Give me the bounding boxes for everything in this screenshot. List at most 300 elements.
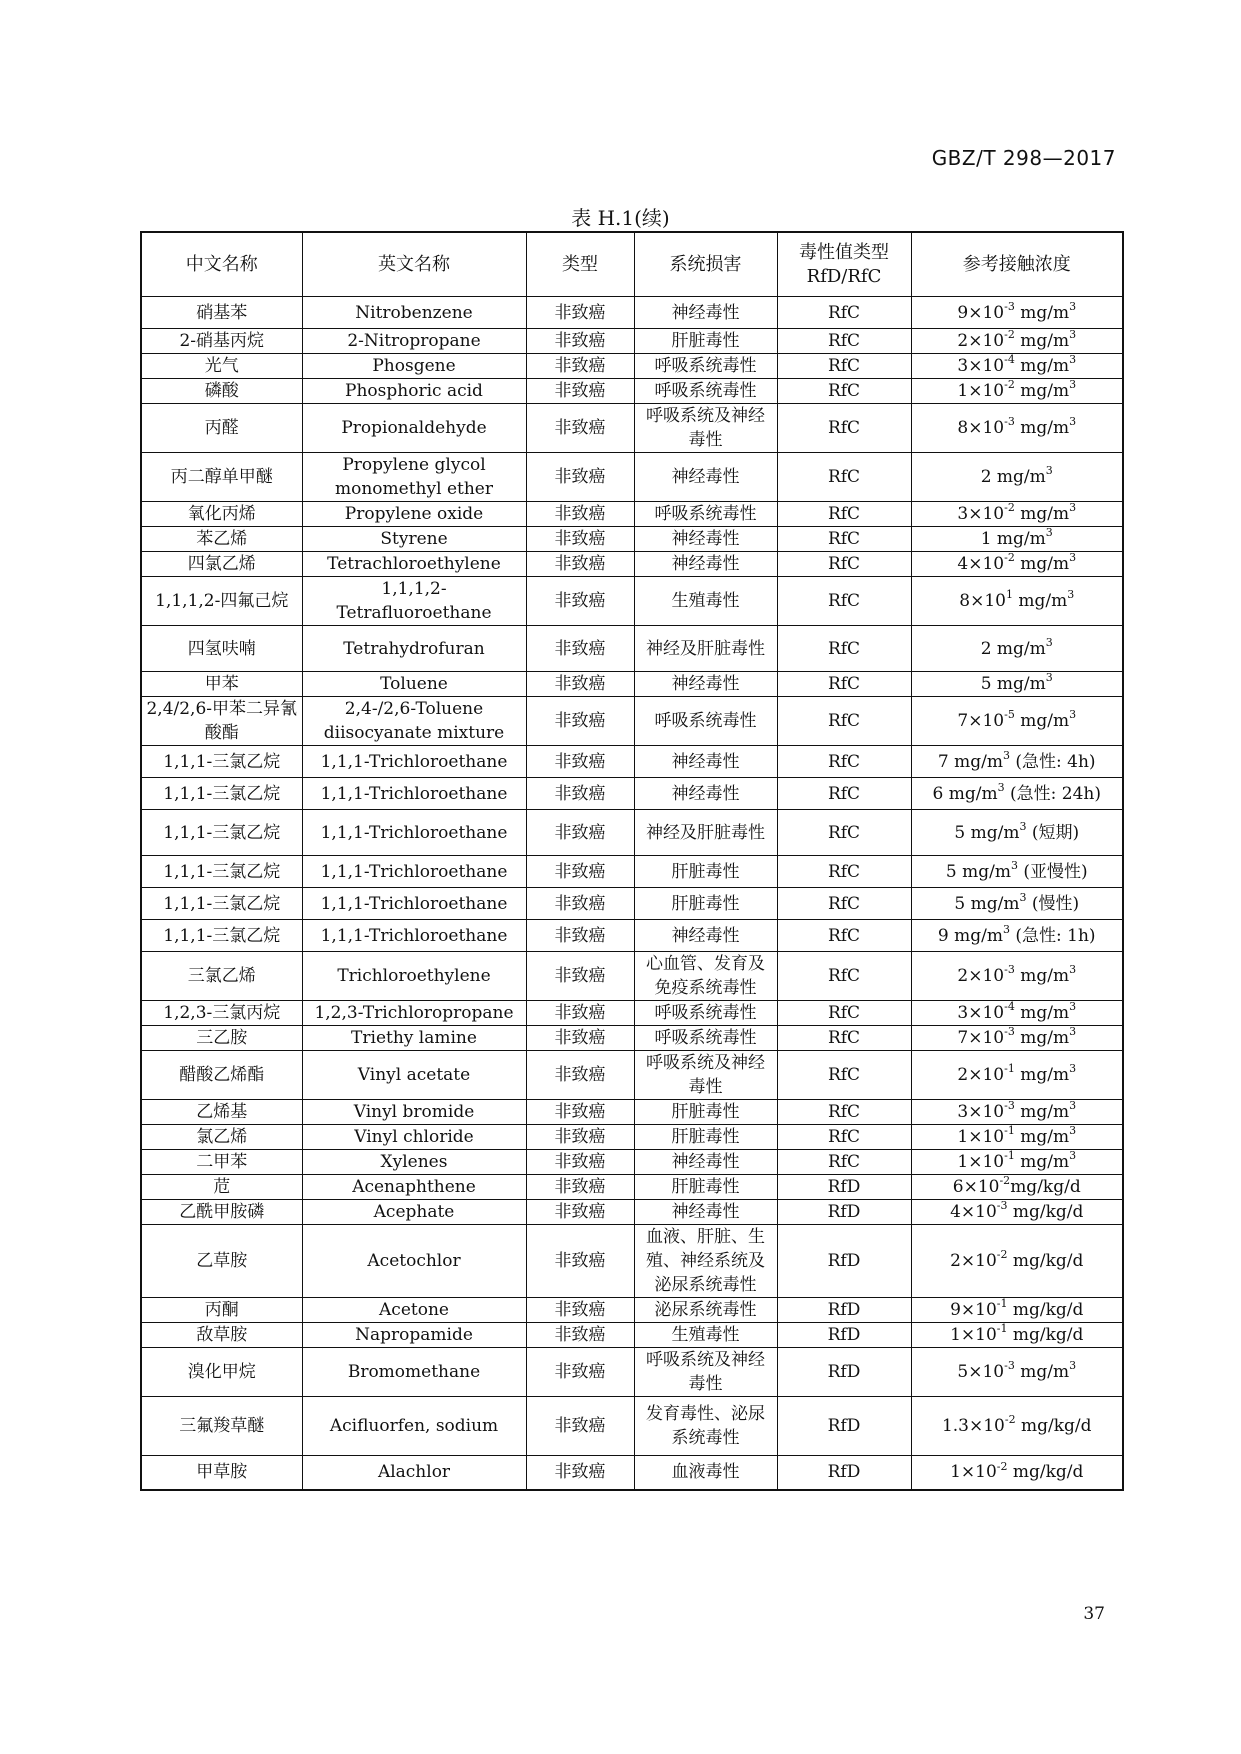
cell-cn-name: 乙烯基 xyxy=(141,1100,302,1125)
cell-en-name: Propylene oxide xyxy=(302,502,526,527)
cell-en-name: 1,2,3-Trichloropropane xyxy=(302,1001,526,1026)
table-row xyxy=(141,404,1123,453)
concentration-conc-pre: 2×10 xyxy=(957,966,1005,986)
table-row xyxy=(141,453,1123,502)
concentration-conc-tail: (急性: 4h) xyxy=(1010,751,1096,772)
cell-cn-name: 溴化甲烷 xyxy=(141,1348,302,1397)
table-row xyxy=(141,577,1123,626)
concentration-conc-post: mg/m xyxy=(1014,1028,1070,1048)
cell-type: 非致癌 xyxy=(526,810,634,856)
cell-toxicity-type: RfC xyxy=(777,888,911,920)
concentration-conc-pre: 5 mg/m xyxy=(954,893,1020,914)
col-header-toxicity-type-line1: 毒性值类型 xyxy=(799,241,889,263)
cell-system-damage: 神经毒性 xyxy=(634,527,777,552)
cell-system-damage: 生殖毒性 xyxy=(634,577,777,626)
cell-system-damage: 泌尿系统毒性 xyxy=(634,1298,777,1323)
concentration-conc-exp2: 3 xyxy=(1069,353,1077,367)
cell-type: 非致癌 xyxy=(526,1348,634,1397)
cell-type: 非致癌 xyxy=(526,1298,634,1323)
concentration-conc-pre: 9×10 xyxy=(950,1300,997,1320)
concentration-conc-exp2: 3 xyxy=(1069,501,1077,515)
concentration-conc-exp: -3 xyxy=(1004,415,1015,429)
cell-system-damage: 神经及肝脏毒性 xyxy=(634,626,777,672)
concentration-conc-tail: (亚慢性) xyxy=(1017,861,1088,882)
cell-system-damage: 血液、肝脏、生殖、神经系统及泌尿系统毒性 xyxy=(634,1225,777,1298)
concentration-conc-exp2: 3 xyxy=(1069,1062,1077,1076)
cell-system-damage: 肝脏毒性 xyxy=(634,1125,777,1150)
col-header-type: 类型 xyxy=(526,232,634,297)
concentration-conc-post: mg/m xyxy=(1014,504,1070,524)
cell-cn-name: 乙酰甲胺磷 xyxy=(141,1200,302,1225)
cell-system-damage: 神经毒性 xyxy=(634,746,777,778)
cell-toxicity-type: RfC xyxy=(777,1125,911,1150)
cell-system-damage: 肝脏毒性 xyxy=(634,888,777,920)
concentration-conc-exp: -1 xyxy=(996,1297,1008,1311)
concentration-conc-exp: 3 xyxy=(1019,890,1027,904)
table-row xyxy=(141,1175,1123,1200)
concentration-conc-pre: 6 mg/m xyxy=(932,783,998,804)
concentration-conc-post: mg/kg/d xyxy=(1007,1300,1084,1320)
cell-system-damage: 呼吸系统毒性 xyxy=(634,1026,777,1051)
cell-cn-name: 1,2,3-三氯丙烷 xyxy=(141,1001,302,1026)
cell-reference-concentration xyxy=(911,1225,1123,1298)
cell-type: 非致癌 xyxy=(526,404,634,453)
concentration-conc-exp2: 3 xyxy=(1069,708,1077,722)
cell-toxicity-type: RfD xyxy=(777,1225,911,1298)
cell-system-damage: 呼吸系统毒性 xyxy=(634,502,777,527)
cell-system-damage: 神经毒性 xyxy=(634,552,777,577)
cell-reference-concentration xyxy=(911,856,1123,888)
cell-en-name: Triethy lamine xyxy=(302,1026,526,1051)
cell-cn-name: 醋酸乙烯酯 xyxy=(141,1051,302,1100)
cell-en-name: Acenaphthene xyxy=(302,1175,526,1200)
cell-type: 非致癌 xyxy=(526,1051,634,1100)
table-row xyxy=(141,697,1123,746)
col-header-system-damage: 系统损害 xyxy=(634,232,777,297)
cell-en-name: Tetrahydrofuran xyxy=(302,626,526,672)
cell-toxicity-type: RfC xyxy=(777,697,911,746)
toxicity-table xyxy=(140,231,1124,1491)
cell-system-damage: 血液毒性 xyxy=(634,1456,777,1490)
cell-cn-name: 1,1,1-三氯乙烷 xyxy=(141,888,302,920)
concentration-conc-exp2: 3 xyxy=(1069,1025,1077,1039)
concentration-conc-exp2: 3 xyxy=(1067,588,1075,602)
cell-reference-concentration xyxy=(911,297,1123,329)
cell-reference-concentration xyxy=(911,697,1123,746)
cell-en-name: Vinyl chloride xyxy=(302,1125,526,1150)
cell-cn-name: 1,1,1,2-四氟己烷 xyxy=(141,577,302,626)
concentration-conc-post: mg/m xyxy=(1014,1102,1070,1122)
cell-system-damage: 神经及肝脏毒性 xyxy=(634,810,777,856)
concentration-conc-pre: 4×10 xyxy=(950,1202,997,1222)
table-row xyxy=(141,1051,1123,1100)
cell-type: 非致癌 xyxy=(526,1456,634,1490)
concentration-conc-exp2: 3 xyxy=(1069,415,1077,429)
concentration-conc-post: mg/m xyxy=(1014,356,1070,376)
cell-reference-concentration xyxy=(911,1456,1123,1490)
concentration-conc-pre: 8×10 xyxy=(957,418,1005,438)
cell-type: 非致癌 xyxy=(526,952,634,1001)
concentration-conc-exp: -2 xyxy=(1004,378,1015,392)
concentration-conc-exp2: 3 xyxy=(1069,963,1077,977)
concentration-conc-exp2: 3 xyxy=(1069,1149,1077,1163)
cell-reference-concentration xyxy=(911,552,1123,577)
concentration-conc-pre: 2 mg/m xyxy=(980,638,1046,659)
table-row xyxy=(141,672,1123,697)
cell-reference-concentration xyxy=(911,810,1123,856)
cell-en-name: 1,1,1-Trichloroethane xyxy=(302,888,526,920)
cell-en-name: Vinyl acetate xyxy=(302,1051,526,1100)
cell-type: 非致癌 xyxy=(526,1125,634,1150)
cell-reference-concentration xyxy=(911,577,1123,626)
cell-system-damage: 神经毒性 xyxy=(634,920,777,952)
cell-en-name: Acetochlor xyxy=(302,1225,526,1298)
concentration-conc-tail: (急性: 1h) xyxy=(1010,925,1096,946)
cell-toxicity-type: RfC xyxy=(777,1026,911,1051)
table-row xyxy=(141,1150,1123,1175)
cell-en-name: Styrene xyxy=(302,527,526,552)
table-row xyxy=(141,746,1123,778)
concentration-conc-post: mg/m xyxy=(1014,711,1070,731)
cell-en-name: Nitrobenzene xyxy=(302,297,526,329)
cell-cn-name: 甲苯 xyxy=(141,672,302,697)
cell-type: 非致癌 xyxy=(526,672,634,697)
cell-cn-name: 2-硝基丙烷 xyxy=(141,329,302,354)
cell-cn-name: 四氢呋喃 xyxy=(141,626,302,672)
cell-toxicity-type: RfC xyxy=(777,527,911,552)
cell-toxicity-type: RfC xyxy=(777,672,911,697)
table-row xyxy=(141,1298,1123,1323)
cell-system-damage: 心血管、发育及免疫系统毒性 xyxy=(634,952,777,1001)
concentration-conc-post: mg/kg/d xyxy=(1015,1416,1092,1436)
concentration-conc-exp: 3 xyxy=(1003,748,1010,762)
cell-en-name: Xylenes xyxy=(302,1150,526,1175)
cell-cn-name: 氧化丙烯 xyxy=(141,502,302,527)
cell-reference-concentration xyxy=(911,672,1123,697)
table-row xyxy=(141,1456,1123,1490)
concentration-conc-pre: 1×10 xyxy=(957,1127,1005,1147)
concentration-conc-pre: 5 mg/m xyxy=(945,861,1011,882)
concentration-conc-exp: -2 xyxy=(996,1459,1008,1473)
concentration-conc-pre: 1.3×10 xyxy=(941,1416,1005,1436)
table-row xyxy=(141,297,1123,329)
table-row xyxy=(141,329,1123,354)
table-row xyxy=(141,1125,1123,1150)
concentration-conc-post: mg/kg/d xyxy=(1007,1251,1084,1271)
concentration-conc-tail: (慢性) xyxy=(1026,893,1080,914)
cell-type: 非致癌 xyxy=(526,577,634,626)
concentration-conc-exp: -1 xyxy=(1004,1124,1015,1138)
cell-en-name: Vinyl bromide xyxy=(302,1100,526,1125)
cell-type: 非致癌 xyxy=(526,920,634,952)
concentration-conc-exp: -2 xyxy=(996,1248,1008,1262)
cell-toxicity-type: RfC xyxy=(777,379,911,404)
cell-system-damage: 肝脏毒性 xyxy=(634,1175,777,1200)
concentration-conc-exp: -1 xyxy=(996,1322,1008,1336)
cell-system-damage: 神经毒性 xyxy=(634,672,777,697)
cell-system-damage: 呼吸系统及神经毒性 xyxy=(634,1348,777,1397)
concentration-conc-post: mg/kg/d xyxy=(1007,1202,1084,1222)
cell-system-damage: 呼吸系统及神经毒性 xyxy=(634,1051,777,1100)
table-title: 表 H.1(续) xyxy=(571,206,670,230)
table-row xyxy=(141,778,1123,810)
table-row xyxy=(141,1001,1123,1026)
cell-reference-concentration xyxy=(911,1397,1123,1456)
concentration-conc-exp: -2 xyxy=(1004,1413,1016,1427)
concentration-conc-post: mg/m xyxy=(1014,302,1070,323)
cell-reference-concentration xyxy=(911,1100,1123,1125)
cell-type: 非致癌 xyxy=(526,527,634,552)
cell-cn-name: 1,1,1-三氯乙烷 xyxy=(141,920,302,952)
cell-en-name: Propionaldehyde xyxy=(302,404,526,453)
table-row xyxy=(141,1397,1123,1456)
cell-type: 非致癌 xyxy=(526,778,634,810)
concentration-conc-post: mg/m xyxy=(1014,1065,1070,1085)
cell-type: 非致癌 xyxy=(526,697,634,746)
table-row xyxy=(141,379,1123,404)
concentration-conc-exp: -4 xyxy=(1004,1000,1015,1014)
table-row xyxy=(141,810,1123,856)
cell-en-name: 1,1,1-Trichloroethane xyxy=(302,746,526,778)
cell-reference-concentration xyxy=(911,1051,1123,1100)
concentration-conc-post: mg/m xyxy=(1014,1003,1070,1023)
cell-system-damage: 发育毒性、泌尿系统毒性 xyxy=(634,1397,777,1456)
concentration-conc-post: mg/m xyxy=(1014,966,1070,986)
col-header-en-name: 英文名称 xyxy=(302,232,526,297)
concentration-conc-exp: -2 xyxy=(1004,551,1015,565)
concentration-conc-pre: 1×10 xyxy=(957,1152,1005,1172)
concentration-conc-pre: 7×10 xyxy=(957,711,1005,731)
cell-toxicity-type: RfD xyxy=(777,1323,911,1348)
cell-toxicity-type: RfC xyxy=(777,404,911,453)
cell-en-name: Tetrachloroethylene xyxy=(302,552,526,577)
table-row xyxy=(141,354,1123,379)
cell-toxicity-type: RfC xyxy=(777,1051,911,1100)
cell-toxicity-type: RfC xyxy=(777,810,911,856)
table-row xyxy=(141,1100,1123,1125)
cell-cn-name: 氯乙烯 xyxy=(141,1125,302,1150)
table-row xyxy=(141,1200,1123,1225)
cell-cn-name: 硝基苯 xyxy=(141,297,302,329)
concentration-conc-pre: 2×10 xyxy=(957,331,1005,351)
cell-en-name: 1,1,1-Trichloroethane xyxy=(302,856,526,888)
cell-type: 非致癌 xyxy=(526,354,634,379)
concentration-conc-exp: -2 xyxy=(1004,501,1015,515)
cell-toxicity-type: RfD xyxy=(777,1175,911,1200)
concentration-conc-exp2: 3 xyxy=(1069,328,1077,342)
cell-cn-name: 光气 xyxy=(141,354,302,379)
cell-system-damage: 呼吸系统毒性 xyxy=(634,354,777,379)
col-header-cn-name: 中文名称 xyxy=(141,232,302,297)
cell-toxicity-type: RfC xyxy=(777,453,911,502)
table-row xyxy=(141,1225,1123,1298)
cell-system-damage: 神经毒性 xyxy=(634,453,777,502)
cell-toxicity-type: RfC xyxy=(777,856,911,888)
cell-en-name: Bromomethane xyxy=(302,1348,526,1397)
concentration-conc-pre: 1×10 xyxy=(957,381,1005,401)
cell-toxicity-type: RfC xyxy=(777,1100,911,1125)
cell-type: 非致癌 xyxy=(526,1100,634,1125)
table-row xyxy=(141,856,1123,888)
concentration-conc-pre: 2×10 xyxy=(950,1251,997,1271)
cell-en-name: Alachlor xyxy=(302,1456,526,1490)
concentration-conc-pre: 2 mg/m xyxy=(980,467,1046,487)
cell-cn-name: 1,1,1-三氯乙烷 xyxy=(141,856,302,888)
cell-reference-concentration xyxy=(911,354,1123,379)
cell-reference-concentration xyxy=(911,527,1123,552)
concentration-conc-exp2: 3 xyxy=(1069,1099,1077,1113)
cell-cn-name: 丙二醇单甲醚 xyxy=(141,453,302,502)
concentration-conc-pre: 7 mg/m xyxy=(937,751,1003,772)
concentration-conc-tail: (急性: 24h) xyxy=(1004,783,1101,804)
cell-system-damage: 呼吸系统毒性 xyxy=(634,379,777,404)
concentration-conc-post: mg/m xyxy=(1014,331,1070,351)
standard-code: GBZ/T 298—2017 xyxy=(931,146,1116,170)
concentration-conc-exp: -4 xyxy=(1004,353,1015,367)
col-header-toxicity-type-line2: RfD/RfC xyxy=(806,265,882,287)
cell-cn-name: 乙草胺 xyxy=(141,1225,302,1298)
cell-type: 非致癌 xyxy=(526,379,634,404)
concentration-conc-pre: 9×10 xyxy=(957,302,1005,323)
cell-cn-name: 苯乙烯 xyxy=(141,527,302,552)
cell-en-name: Acetone xyxy=(302,1298,526,1323)
cell-type: 非致癌 xyxy=(526,1397,634,1456)
cell-toxicity-type: RfD xyxy=(777,1397,911,1456)
cell-en-name: Phosphoric acid xyxy=(302,379,526,404)
concentration-conc-exp2: 3 xyxy=(1069,1359,1077,1373)
cell-en-name: Napropamide xyxy=(302,1323,526,1348)
table-row xyxy=(141,1026,1123,1051)
concentration-conc-post: mg/kg/d xyxy=(1007,1325,1084,1345)
cell-system-damage: 生殖毒性 xyxy=(634,1323,777,1348)
cell-en-name: 1,1,1,2-Tetrafluoroethane xyxy=(302,577,526,626)
cell-type: 非致癌 xyxy=(526,626,634,672)
table-row xyxy=(141,1348,1123,1397)
concentration-conc-exp: 3 xyxy=(1045,635,1053,649)
concentration-conc-pre: 3×10 xyxy=(957,1003,1005,1023)
cell-cn-name: 磷酸 xyxy=(141,379,302,404)
cell-en-name: Acifluorfen, sodium xyxy=(302,1397,526,1456)
cell-toxicity-type: RfC xyxy=(777,502,911,527)
concentration-conc-exp: 3 xyxy=(1045,671,1053,685)
cell-reference-concentration xyxy=(911,1001,1123,1026)
concentration-conc-exp: -2 xyxy=(999,1174,1011,1188)
concentration-conc-pre: 3×10 xyxy=(957,1102,1005,1122)
cell-system-damage: 神经毒性 xyxy=(634,778,777,810)
cell-reference-concentration xyxy=(911,1125,1123,1150)
cell-type: 非致癌 xyxy=(526,453,634,502)
cell-type: 非致癌 xyxy=(526,552,634,577)
concentration-conc-post: mg/m xyxy=(1014,1152,1070,1172)
concentration-conc-post: mg/m xyxy=(1014,1127,1070,1147)
cell-toxicity-type: RfC xyxy=(777,778,911,810)
cell-reference-concentration xyxy=(911,920,1123,952)
cell-en-name: 1,1,1-Trichloroethane xyxy=(302,778,526,810)
cell-system-damage: 神经毒性 xyxy=(634,1150,777,1175)
cell-en-name: 1,1,1-Trichloroethane xyxy=(302,920,526,952)
concentration-conc-exp: 3 xyxy=(1010,858,1018,872)
cell-type: 非致癌 xyxy=(526,1001,634,1026)
cell-type: 非致癌 xyxy=(526,746,634,778)
table-row xyxy=(141,920,1123,952)
concentration-conc-exp: 3 xyxy=(1045,526,1053,540)
cell-type: 非致癌 xyxy=(526,1225,634,1298)
cell-toxicity-type: RfD xyxy=(777,1200,911,1225)
cell-toxicity-type: RfC xyxy=(777,577,911,626)
cell-toxicity-type: RfC xyxy=(777,552,911,577)
cell-system-damage: 肝脏毒性 xyxy=(634,329,777,354)
cell-toxicity-type: RfC xyxy=(777,952,911,1001)
concentration-conc-pre: 5 mg/m xyxy=(954,822,1020,843)
cell-cn-name: 丙醛 xyxy=(141,404,302,453)
cell-reference-concentration xyxy=(911,453,1123,502)
cell-toxicity-type: RfC xyxy=(777,329,911,354)
concentration-conc-exp: 3 xyxy=(1019,819,1027,833)
cell-type: 非致癌 xyxy=(526,502,634,527)
concentration-conc-exp: -1 xyxy=(1004,1149,1015,1163)
cell-en-name: Toluene xyxy=(302,672,526,697)
table-row xyxy=(141,552,1123,577)
concentration-conc-post: mg/m xyxy=(1014,381,1070,401)
cell-type: 非致癌 xyxy=(526,1150,634,1175)
cell-reference-concentration xyxy=(911,329,1123,354)
cell-reference-concentration xyxy=(911,379,1123,404)
cell-cn-name: 三氯乙烯 xyxy=(141,952,302,1001)
cell-toxicity-type: RfC xyxy=(777,1001,911,1026)
concentration-conc-exp: -5 xyxy=(1004,708,1015,722)
concentration-conc-pre: 6×10 xyxy=(952,1177,1000,1197)
concentration-conc-pre: 7×10 xyxy=(957,1028,1005,1048)
cell-reference-concentration xyxy=(911,1026,1123,1051)
concentration-conc-pre: 5×10 xyxy=(957,1362,1005,1382)
concentration-conc-exp: 3 xyxy=(997,780,1005,794)
concentration-conc-exp: 3 xyxy=(1003,922,1010,936)
cell-cn-name: 二甲苯 xyxy=(141,1150,302,1175)
concentration-conc-post: mg/m xyxy=(1012,591,1068,611)
cell-reference-concentration xyxy=(911,502,1123,527)
cell-reference-concentration xyxy=(911,1200,1123,1225)
concentration-conc-pre: 1×10 xyxy=(950,1325,997,1345)
cell-system-damage: 肝脏毒性 xyxy=(634,856,777,888)
table-row xyxy=(141,952,1123,1001)
concentration-conc-exp: -3 xyxy=(1004,1359,1015,1373)
concentration-conc-exp2: 3 xyxy=(1069,1000,1077,1014)
cell-en-name: Trichloroethylene xyxy=(302,952,526,1001)
concentration-conc-post: mg/kg/d xyxy=(1010,1177,1081,1197)
cell-toxicity-type: RfD xyxy=(777,1298,911,1323)
concentration-conc-post: mg/m xyxy=(1014,418,1070,438)
cell-type: 非致癌 xyxy=(526,1323,634,1348)
concentration-conc-exp: -3 xyxy=(996,1199,1008,1213)
cell-en-name: 2-Nitropropane xyxy=(302,329,526,354)
cell-reference-concentration xyxy=(911,888,1123,920)
cell-system-damage: 肝脏毒性 xyxy=(634,1100,777,1125)
concentration-conc-exp: 1 xyxy=(1005,588,1013,602)
cell-cn-name: 1,1,1-三氯乙烷 xyxy=(141,746,302,778)
cell-en-name: 2,4-/2,6-Toluene diisocyanate mixture xyxy=(302,697,526,746)
cell-type: 非致癌 xyxy=(526,856,634,888)
page-number: 37 xyxy=(1083,1604,1105,1624)
concentration-conc-exp2: 3 xyxy=(1069,1124,1077,1138)
table-header-row xyxy=(141,232,1123,297)
cell-reference-concentration xyxy=(911,626,1123,672)
cell-cn-name: 三乙胺 xyxy=(141,1026,302,1051)
concentration-conc-pre: 9 mg/m xyxy=(937,925,1003,946)
cell-cn-name: 2,4/2,6-甲苯二异氰酸酯 xyxy=(141,697,302,746)
concentration-conc-post: mg/m xyxy=(1014,1362,1070,1382)
cell-reference-concentration xyxy=(911,778,1123,810)
concentration-conc-post: mg/kg/d xyxy=(1007,1462,1084,1483)
